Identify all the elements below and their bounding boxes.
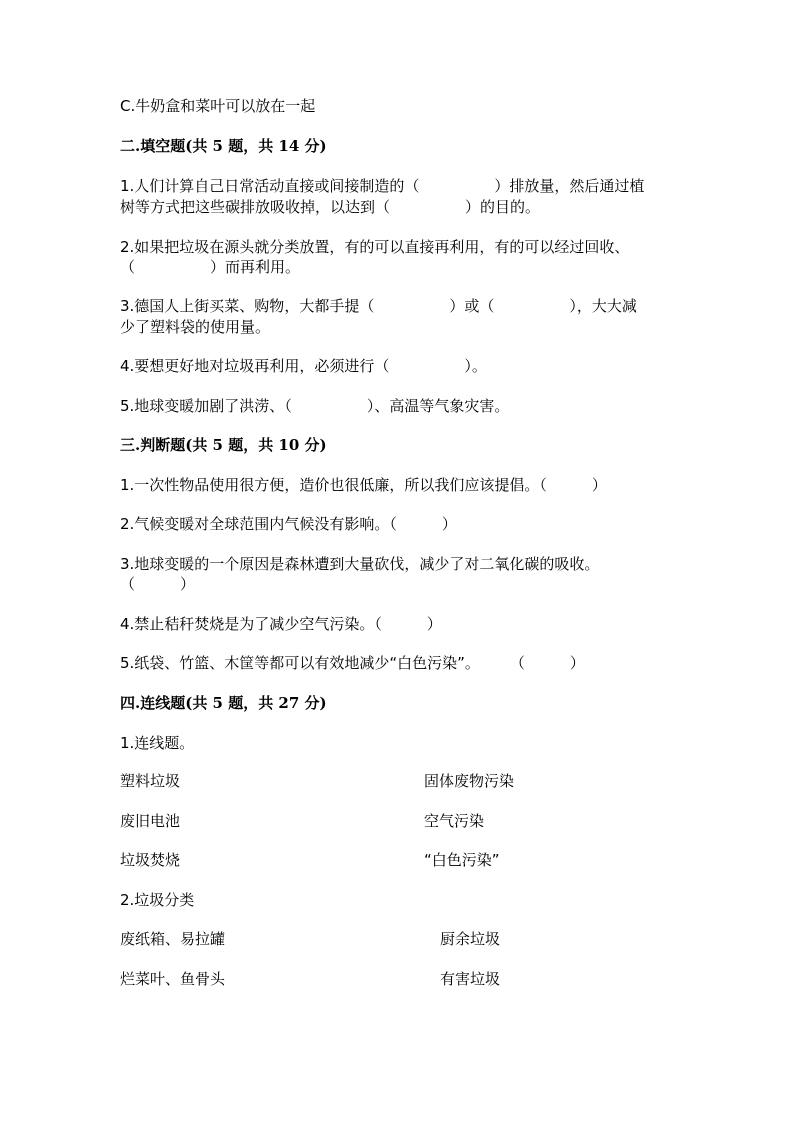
fill-q1-line1: 1.人们计算自己日常活动直接或间接制造的（ ）排放量，然后通过植 [120,177,645,195]
fill-q2-line2: （ ）而再利用。 [120,258,301,276]
match-q1-right-item: 空气污染 [424,812,485,830]
tf-q3-line2: （ ） [120,575,196,593]
tf-q5: 5.纸袋、竹篮、木筐等都可以有效地减少“白色污染”。 （ ） [120,654,585,672]
match-q1-title: 1.连线题。 [120,734,195,752]
match-q1-left-item: 塑料垃圾 [120,772,181,790]
fill-q4: 4.要想更好地对垃圾再利用，必须进行（ ）。 [120,357,487,375]
match-q1-left-item: 废旧电池 [120,812,181,830]
match-q2-left-item: 废纸箱、易拉罐 [120,930,226,948]
section-heading-fill-blank: 二.填空题(共 5 题，共 14 分) [120,137,327,155]
fill-q5: 5.地球变暖加剧了洪涝、（ ）、高温等气象灾害。 [120,397,510,415]
match-q2-right-item: 有害垃圾 [440,970,501,988]
fill-q2-line1: 2.如果把垃圾在源头就分类放置，有的可以直接再利用，有的可以经过回收、 [120,238,630,256]
previous-option-c: C.牛奶盒和菜叶可以放在一起 [120,97,316,115]
fill-q3-line1: 3.德国人上街买菜、购物，大都手提（ ）或（ ），大大减 [120,297,637,315]
match-q2-left-item: 烂菜叶、鱼骨头 [120,970,226,988]
match-q1-right-item: 固体废物污染 [424,772,515,790]
section-heading-true-false: 三.判断题(共 5 题，共 10 分) [120,436,327,454]
match-q1-left-item: 垃圾焚烧 [120,851,181,869]
match-q2-right-item: 厨余垃圾 [440,930,501,948]
fill-q1-line2: 树等方式把这些碳排放吸收掉，以达到（ ）的目的。 [120,198,541,216]
tf-q4: 4.禁止秸秆焚烧是为了减少空气污染。（ ） [120,615,442,633]
match-q2-title: 2.垃圾分类 [120,891,195,909]
tf-q3-line1: 3.地球变暖的一个原因是森林遭到大量砍伐，减少了对二氧化碳的吸收。 [120,555,600,573]
tf-q1: 1.一次性物品使用很方便，造价也很低廉，所以我们应该提倡。（ ） [120,476,607,494]
fill-q3-line2: 少了塑料袋的使用量。 [120,318,271,336]
match-q1-right-item: “白色污染” [424,851,500,869]
tf-q2: 2.气候变暖对全球范围内气候没有影响。（ ） [120,515,457,533]
section-heading-matching: 四.连线题(共 5 题，共 27 分) [120,694,327,712]
